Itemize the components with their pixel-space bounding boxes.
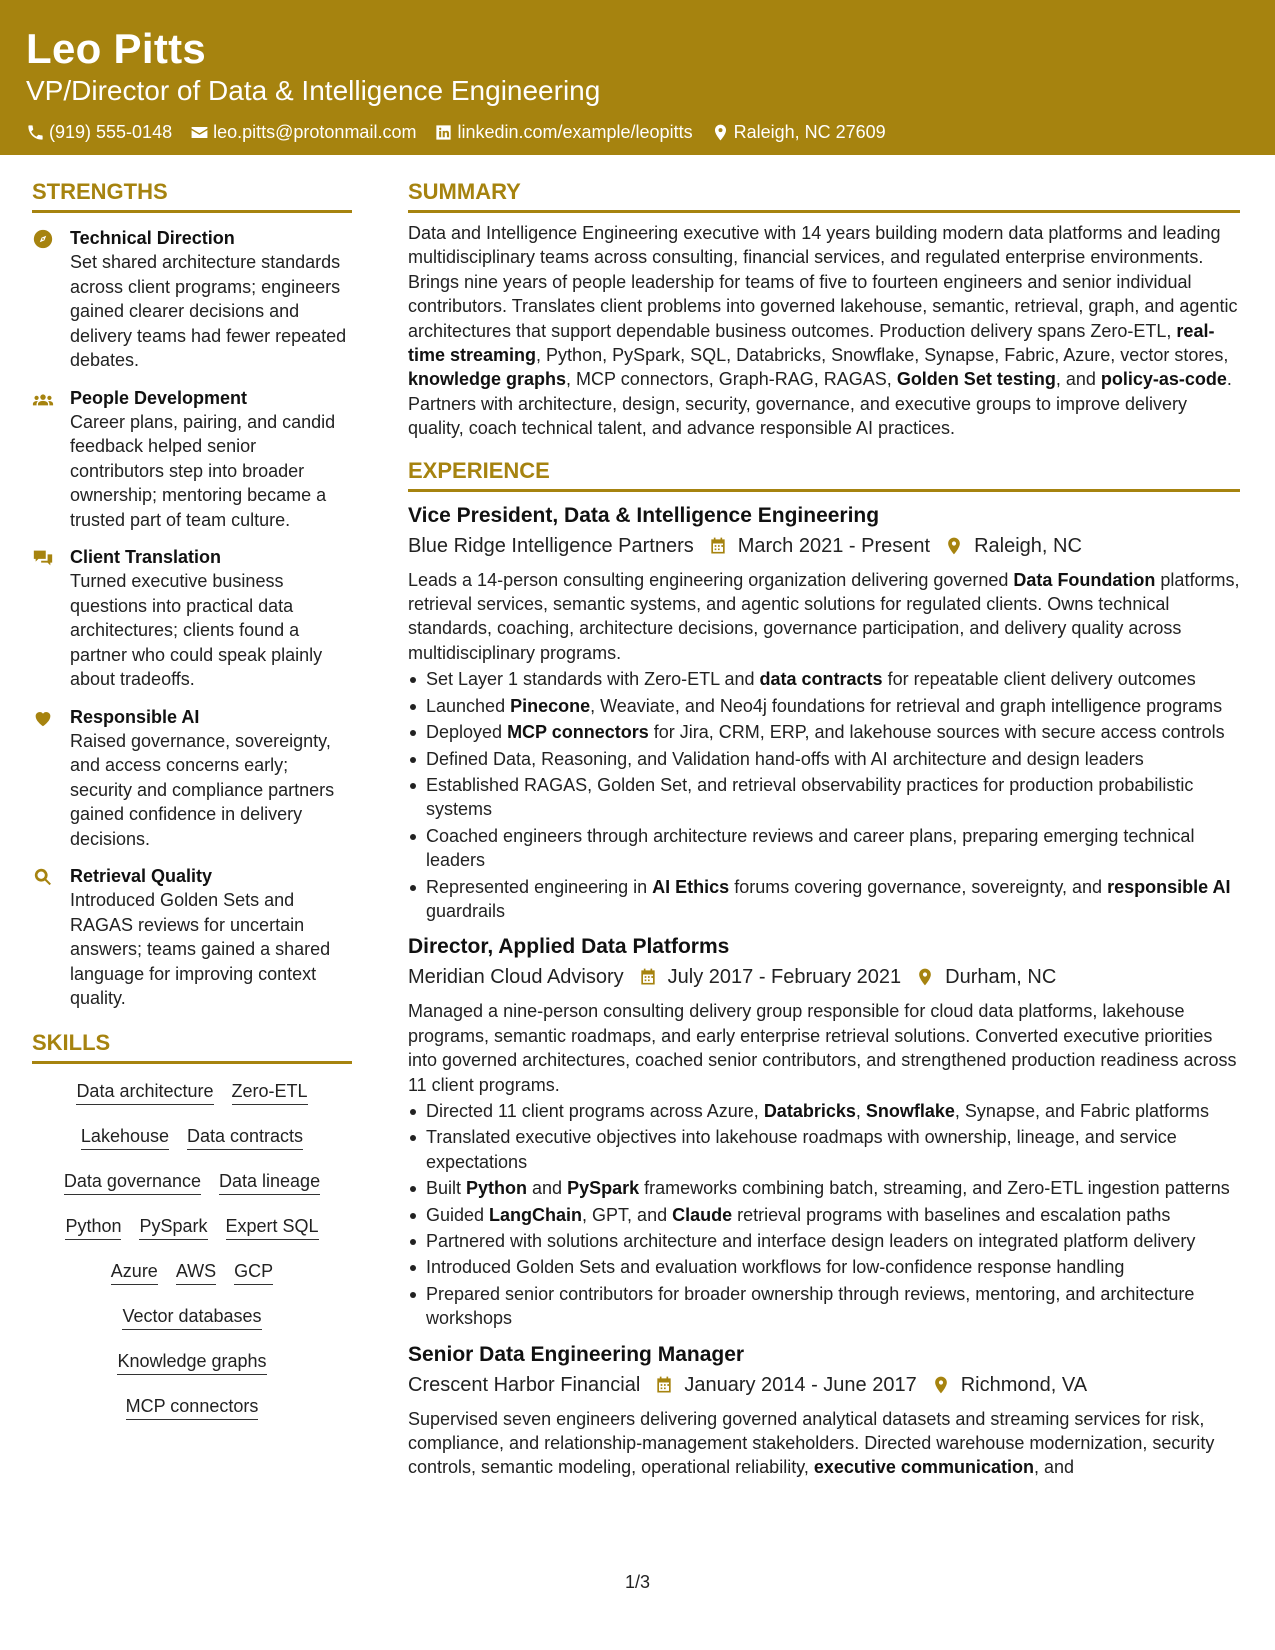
summary-text (408, 221, 1240, 441)
page-number: 1/3 (624, 1572, 651, 1592)
linkedin-text: linkedin.com/example/leopitts (457, 122, 693, 142)
search-icon (32, 866, 54, 888)
skills-row (32, 1395, 352, 1420)
bullet-text: , GPT, and (582, 1204, 673, 1225)
bullet-text: Represented engineering in (426, 876, 653, 897)
strength-title: Retrieval Quality (70, 866, 213, 886)
job-title: Senior Data Engineering Manager (408, 1342, 745, 1366)
strength-title: People Development (70, 387, 248, 408)
job-company: Crescent Harbor Financial (408, 1373, 641, 1396)
contact-location (711, 120, 886, 144)
job-bullets (408, 1099, 1240, 1331)
summary-text: , and (1055, 369, 1101, 390)
skill-tag: Zero-ETL (232, 1080, 308, 1105)
contact-bar (26, 120, 1249, 144)
candidate-name: Leo Pitts (26, 25, 207, 72)
job-meta (408, 963, 1240, 991)
bullet-text: for repeatable client delivery outcomes (882, 669, 1196, 690)
strength-title: Technical Direction (70, 228, 235, 248)
experience-section (408, 457, 1240, 1480)
linkedin-icon (434, 123, 453, 142)
job-bullet (408, 1229, 1240, 1253)
skill-tag: PySpark (139, 1215, 207, 1240)
job-bullet (408, 747, 1240, 771)
skill-tag: Data contracts (187, 1125, 303, 1150)
skill-tag: Lakehouse (81, 1125, 169, 1150)
skills-list (32, 1080, 352, 1420)
bullet-text: , Weaviate, and Neo4j foundations for retrieval and graph intelligence programs (590, 695, 1223, 716)
skill-tag: Data architecture (76, 1080, 213, 1105)
skills-row (32, 1080, 352, 1105)
jobs-list (408, 502, 1240, 1480)
skill-tag: Python (65, 1215, 121, 1240)
bullet-text: for Jira, CRM, ERP, and lakehouse sources with secure access controls (648, 722, 1225, 743)
strengths-heading: STRENGTHS (32, 178, 352, 213)
contact-email[interactable] (190, 120, 416, 144)
job-bullet (408, 1099, 1240, 1123)
job-description-text: Leads a 14-person consulting engineering organization delivering governed (408, 569, 1014, 590)
job-bullet (408, 694, 1240, 718)
bullet-emphasis: MCP connectors (507, 722, 649, 743)
contact-phone[interactable] (26, 120, 172, 144)
job-entry (408, 502, 1240, 924)
calendar-icon (654, 1375, 674, 1395)
summary-emphasis: policy-as-code (1100, 369, 1227, 390)
skill-tag: Knowledge graphs (117, 1350, 266, 1375)
summary-text: , MCP connectors, Graph-RAG, RAGAS, (566, 369, 897, 390)
skill-tag: GCP (234, 1260, 273, 1285)
sidebar (32, 178, 352, 1420)
skills-heading: SKILLS (32, 1029, 352, 1064)
strength-item (32, 386, 352, 533)
strength-desc: Set shared architecture standards across client programs; engineers gained clearer decisions and delivery teams had fewer repeated debates. (70, 252, 347, 370)
bullet-text: , Synapse, and Fabric platforms (954, 1100, 1210, 1121)
compass-icon (32, 228, 54, 250)
summary-emphasis: knowledge graphs (408, 369, 567, 390)
bullet-text: guardrails (426, 900, 506, 921)
job-company: Meridian Cloud Advisory (408, 966, 624, 989)
job-description (408, 1407, 1240, 1480)
bullet-emphasis: data contracts (759, 669, 883, 690)
strength-title: Responsible AI (70, 706, 200, 727)
bullet-text: Guided (426, 1204, 490, 1225)
bullet-emphasis: AI Ethics (652, 876, 730, 897)
job-entry (408, 1341, 1240, 1480)
summary-emphasis: Golden Set testing (896, 369, 1056, 390)
summary-text: , Python, PySpark, SQL, Databricks, Snowflake, Synapse, Fabric, Azure, vector stores, (536, 345, 1229, 366)
job-bullet (408, 824, 1240, 873)
job-description (408, 568, 1240, 666)
job-meta (408, 532, 1240, 560)
job-bullet (408, 875, 1240, 924)
bullet-emphasis: PySpark (567, 1178, 640, 1199)
job-entry (408, 933, 1240, 1330)
skills-row (32, 1260, 352, 1285)
job-bullets (408, 667, 1240, 923)
strength-desc: Raised governance, sovereignty, and access concerns early; security and compliance partners gained confidence in delivery decisions. (70, 730, 335, 849)
job-location: Raleigh, NC (974, 534, 1082, 557)
strength-item (32, 705, 352, 852)
job-dates: March 2021 - Present (737, 534, 931, 557)
envelope-icon (190, 123, 209, 142)
summary-text: . Partners with architecture, design, security, governance, and executive groups to improve delivery quality, coach technical talent, and advance responsible AI practices. (408, 369, 1232, 439)
strength-desc: Turned executive business questions into practical data architectures; clients found a partner who could speak plainly about tradeoffs. (70, 571, 323, 689)
candidate-title: VP/Director of Data & Intelligence Engineering (26, 75, 601, 106)
skills-section (32, 1029, 352, 1420)
skill-tag: Vector databases (122, 1305, 261, 1330)
job-description-text: Supervised seven engineers delivering governed analytical datasets and streaming services for risk, compliance, and relationship-management stakeholders. Directed warehouse modernization, security controls, semantic modeling, operational reliability, (408, 1408, 1215, 1478)
skills-row (32, 1305, 352, 1330)
skill-tag: Data governance (64, 1170, 201, 1195)
map-marker-icon (711, 123, 730, 142)
job-description-text: , and (1033, 1457, 1074, 1478)
bullet-text: Prepared senior contributors for broader ownership through reviews, mentoring, and architecture workshops (426, 1283, 1195, 1329)
bullet-text: Directed 11 client programs across Azure, (426, 1100, 764, 1121)
bullet-emphasis: Claude (672, 1204, 733, 1225)
calendar-icon (638, 967, 658, 987)
bullet-text: Introduced Golden Sets and evaluation workflows for low-confidence response handling (426, 1257, 1125, 1278)
job-meta (408, 1371, 1240, 1399)
skill-tag: Azure (111, 1260, 158, 1285)
contact-linkedin[interactable] (434, 120, 692, 144)
job-description (408, 999, 1240, 1097)
summary-emphasis: real-time streaming (408, 320, 1215, 366)
bullet-text: Defined Data, Reasoning, and Validation hand-offs with AI architecture and design leaders (426, 748, 1144, 769)
bullet-text: , (855, 1100, 866, 1121)
job-bullet (408, 1282, 1240, 1331)
bullet-text: retrieval programs with baselines and escalation paths (732, 1204, 1171, 1225)
location-text: Raleigh, NC 27609 (733, 122, 886, 142)
map-marker-icon (944, 536, 964, 556)
strength-desc: Introduced Golden Sets and RAGAS reviews for uncertain answers; teams gained a shared language for improving context quality. (70, 890, 331, 1008)
bullet-text: Deployed (426, 722, 508, 743)
bullet-emphasis: Databricks (763, 1100, 856, 1121)
main-content (408, 178, 1240, 1480)
calendar-icon (708, 536, 728, 556)
skill-tag: MCP connectors (126, 1395, 259, 1420)
email-text: leo.pitts@protonmail.com (213, 122, 417, 142)
job-bullet (408, 1203, 1240, 1227)
job-description-emphasis: Data Foundation (1013, 569, 1156, 590)
bullet-text: Established RAGAS, Golden Set, and retrieval observability practices for production probabilistic systems (426, 774, 1194, 820)
skills-row (32, 1170, 352, 1195)
bullet-text: frameworks combining batch, streaming, and Zero-ETL ingestion patterns (639, 1178, 1230, 1199)
job-bullet (408, 1255, 1240, 1279)
bullet-text: forums covering governance, sovereignty, and (729, 876, 1108, 897)
job-bullet (408, 667, 1240, 691)
bullet-text: and (527, 1178, 568, 1199)
job-title: Director, Applied Data Platforms (408, 935, 730, 959)
map-marker-icon (915, 967, 935, 987)
bullet-text: Partnered with solutions architecture and interface design leaders on integrated platform delivery (426, 1231, 1196, 1251)
job-company: Blue Ridge Intelligence Partners (408, 534, 694, 557)
experience-heading: EXPERIENCE (408, 457, 1240, 492)
resume-header (0, 0, 1275, 155)
users-icon (32, 388, 54, 410)
bullet-emphasis: Python (466, 1178, 528, 1199)
job-description-text: platforms, retrieval services, semantic systems, and agentic solutions for regulated clients. Owns technical standards, coaching, architecture decisions, governance participation, and delivery quality across multidisciplinary programs. (408, 569, 1240, 663)
job-dates: July 2017 - February 2021 (667, 966, 902, 989)
job-bullet (408, 720, 1240, 744)
bullet-text: Translated executive objectives into lakehouse roadmaps with ownership, lineage, and service expectations (426, 1127, 1177, 1172)
strengths-list (32, 226, 352, 1011)
summary-heading: SUMMARY (408, 178, 1240, 213)
phone-icon (26, 123, 45, 142)
job-description-emphasis: executive communication (813, 1457, 1034, 1478)
bullet-emphasis: responsible AI (1107, 876, 1231, 897)
skills-row (32, 1350, 352, 1375)
job-description-text: Managed a nine-person consulting delivery group responsible for cloud data platforms, lakehouse programs, semantic roadmaps, and early enterprise retrieval solutions. Converted executive priorities into governed architectures, coached senior contributors, and strengthened production readiness across 11 client programs. (408, 1001, 1237, 1095)
map-marker-icon (931, 1375, 951, 1395)
comments-icon (32, 547, 54, 569)
skills-row (32, 1125, 352, 1150)
skill-tag: Expert SQL (226, 1215, 319, 1240)
bullet-text: Launched (426, 695, 511, 716)
strength-title: Client Translation (70, 547, 222, 567)
summary-text: Data and Intelligence Engineering executive with 14 years building modern data platforms and leading multidisciplinary teams across consulting, financial services, and regulated enterprise environments. Brings nine years of people leadership for teams of five to fourteen engineers and senior individual contributors. Translates client problems into governed lakehouse, semantic, retrieval, graph, and agentic architectures that support dependable business outcomes. Production delivery spans Zero-ETL, (408, 223, 1238, 341)
strength-item (32, 226, 352, 373)
strength-item (32, 545, 352, 692)
job-dates: January 2014 - June 2017 (684, 1373, 917, 1396)
bullet-text: Built (426, 1178, 467, 1199)
skill-tag: AWS (176, 1260, 216, 1285)
bullet-text: Set Layer 1 standards with Zero-ETL and (426, 669, 760, 690)
job-location: Durham, NC (945, 966, 1057, 989)
job-bullet (408, 1176, 1240, 1200)
strength-item (32, 864, 352, 1011)
phone-text: (919) 555-0148 (49, 122, 173, 142)
bullet-emphasis: LangChain (489, 1204, 583, 1225)
bullet-text: Coached engineers through architecture reviews and career plans, preparing emerging technical leaders (426, 825, 1195, 871)
skills-row (32, 1215, 352, 1240)
skill-tag: Data lineage (219, 1170, 320, 1195)
job-bullet (408, 1125, 1240, 1174)
strength-desc: Career plans, pairing, and candid feedback helped senior contributors step into broader ownership; mentoring became a trusted part of team culture. (70, 411, 336, 530)
heart-icon (32, 707, 54, 729)
bullet-emphasis: Pinecone (510, 695, 591, 716)
job-title: Vice President, Data & Intelligence Engineering (408, 503, 880, 527)
job-bullet (408, 773, 1240, 822)
job-location: Richmond, VA (960, 1373, 1088, 1396)
bullet-emphasis: Snowflake (865, 1100, 955, 1121)
